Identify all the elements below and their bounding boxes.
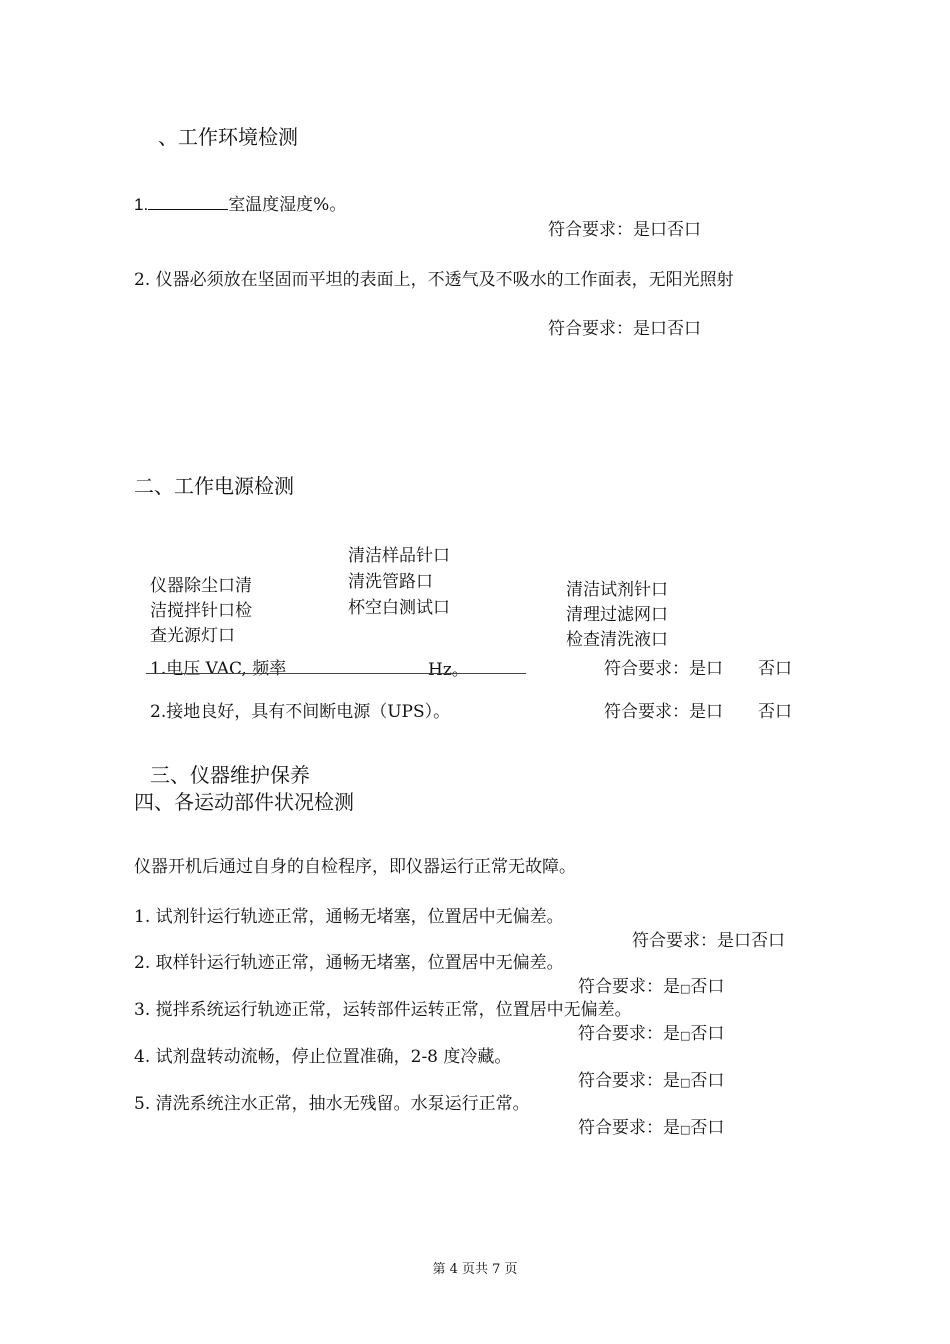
maint-item: 清洁试剂针口 [566, 580, 668, 600]
conform-checkbox-text: 符合要求：是口否口 [548, 220, 701, 240]
blank-underline [148, 194, 228, 210]
placement-requirement: 2. 仪器必须放在坚固而平坦的表面上，不透气及不吸水的工作面表，无阳光照射 [134, 270, 734, 290]
section3-heading: 三、仪器维护保养 [150, 763, 310, 787]
section4-heading: 四、各运动部件状况检测 [134, 790, 354, 814]
small-checkbox: □ [680, 1029, 691, 1042]
check-item-3: 3. 搅拌系统运行轨迹正常，运转部件运转正常，位置居中无偏差。 [134, 1000, 632, 1020]
conform-no-text: 否口 [758, 659, 792, 679]
temperature-humidity-line [134, 190, 346, 215]
check-item-5: 5. 清洗系统注水正常，抽水无残留。水泵运行正常。 [134, 1094, 530, 1114]
small-checkbox: □ [680, 982, 691, 995]
conform-prefix: 符合要求：是 [578, 1024, 680, 1044]
small-checkbox: □ [680, 1123, 691, 1136]
conform-suffix: 否口 [690, 977, 725, 997]
maint-item: 杯空白测试口 [348, 598, 450, 618]
item-text: 室温度湿度%。 [228, 195, 347, 215]
conform-prefix: 符合要求：是 [578, 1071, 680, 1091]
maint-item: 清洁样品针口 [348, 546, 450, 566]
maintenance-column-3 [566, 578, 716, 650]
conform-checkbox-text: 符合要求：是口否口 [548, 319, 701, 339]
small-checkbox: □ [680, 1076, 691, 1089]
check-item-1: 1. 试剂针运行轨迹正常，通畅无堵塞，位置居中无偏差。 [134, 907, 564, 927]
voltage-frequency-left: 1.电压 VAC, 频率 [150, 659, 287, 679]
conform-checkbox-text: 符合要求：是口 [604, 702, 723, 722]
voltage-frequency-right: Hz。 [428, 660, 469, 680]
conform-suffix: 否口 [690, 1071, 725, 1091]
voltage-underline [146, 673, 526, 674]
page-footer: 第 4 页共 7 页 [432, 1262, 518, 1277]
conform-checkbox-text [578, 1019, 724, 1044]
maintenance-column-1 [150, 574, 300, 646]
maint-item: 洁搅拌针口检 [150, 601, 252, 621]
check-item-4: 4. 试剂盘转动流畅，停止位置准确，2-8 度冷藏。 [134, 1047, 512, 1067]
conform-checkbox-text: 符合要求：是口否口 [632, 931, 785, 951]
maintenance-column-2 [348, 543, 498, 618]
maint-item: 检查清洗液口 [566, 630, 668, 650]
conform-suffix: 否口 [690, 1024, 725, 1044]
check-item-2: 2. 取样针运行轨迹正常，通畅无堵塞，位置居中无偏差。 [134, 953, 564, 973]
conform-checkbox-text [578, 1113, 724, 1138]
item-number: 1. [134, 195, 149, 214]
maint-item: 清洗管路口 [348, 572, 433, 592]
conform-checkbox-text: 符合要求：是口 [604, 659, 723, 679]
section2-heading: 二、工作电源检测 [134, 474, 294, 498]
conform-no-text: 否口 [758, 702, 792, 722]
grounding-ups-line: 2.接地良好，具有不间断电源（UPS）。 [150, 702, 451, 722]
section1-heading: 、工作环境检测 [158, 125, 298, 149]
maint-item: 清理过滤网口 [566, 605, 668, 625]
conform-prefix: 符合要求：是 [578, 977, 680, 997]
maint-item: 查光源灯口 [150, 626, 235, 646]
maint-item: 仪器除尘口清 [150, 576, 252, 596]
conform-prefix: 符合要求：是 [578, 1118, 680, 1138]
conform-checkbox-text [578, 972, 724, 997]
conform-checkbox-text [578, 1066, 724, 1091]
conform-suffix: 否口 [690, 1118, 725, 1138]
self-check-intro: 仪器开机后通过自身的自检程序，即仪器运行正常无故障。 [134, 857, 576, 877]
